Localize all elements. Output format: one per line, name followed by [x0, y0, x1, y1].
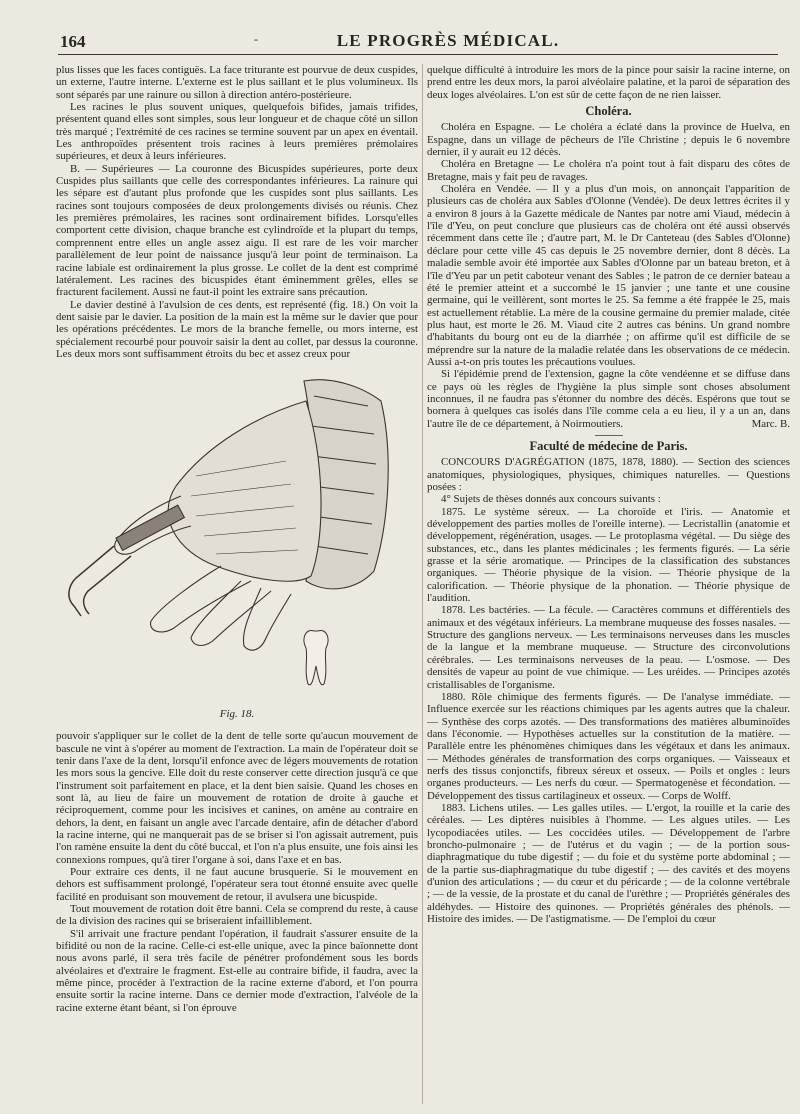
section-heading-faculte: Faculté de médecine de Paris.: [529, 438, 688, 453]
page-number: 164: [60, 32, 86, 51]
paragraph: Les racines le plus souvent uniques, quelquefois bifides, jamais trifides, présentent quand elles sont simples, sous leur longueur et de chaque côté un sillon très marqué ; l'extrémité de ces racines se termine souvent par un apex en éventail. Les anthropoïdes présentent trois racines à leurs premières prémolaires supérieures, et deux à leurs inférieures.: [56, 101, 418, 163]
paragraph: quelque difficulté à introduire les mors de la pince pour saisir la racine interne, on prend entre les deux mors, la paroi alvéolaire palatine, et la paroi de séparation des deux loges alvéolaires. L'on est sûr de cette façon de ne rien laisser.: [427, 64, 790, 101]
paragraph: 1878. Les bactéries. — La fécule. — Caractères communs et différentiels des animaux et des végétaux inférieurs. La membrane muqueuse des fosses nasales. — Structure des ganglions nerveux. — Les terminaisons nerveuses dans les muscles de la langue et la membrane muqueuse. — Structure des circonvolutions cérébrales. — Les terminaisons nerveuses de la peau. — L'osmose. — Des densités de vapeur au point de vue chimique. — Les uréides. — Principes azotés cristallisables de l'organisme.: [427, 604, 790, 691]
left-column: [56, 64, 418, 1109]
paragraph: Choléra en Espagne. — Le choléra a éclaté dans la province de Huelva, en Espagne, dans un village de pêcheurs de l'île Christine ; depuis le 6 novembre dernier, il y aurait eu 12 décès.: [427, 121, 790, 159]
paragraph: 1880. Rôle chimique des ferments figurés. — De l'analyse immédiate. — Influence exercée sur les réactions chimiques par les agents autres que la chaleur. — Synthèse des corps azotés. — Des transformations des matières albuminoïdes dans l'économie. — Hypothèses actuelles sur la constitution de la matière. — Parallèle entre les phénomènes chimiques dans les végétaux et dans les animaux. — Méthodes générales de transformation des corps organiques. — Vaisseaux et nerfs des tissus conjonctifs, fibreux séreux et osseux. — Poils et ongles : leurs organes producteurs. — Les nerfs du cœur. — Spermatogenèse et fécondation. — Développement des tissus cartilagineux et osseux. — Corps de Wolff.: [427, 690, 790, 802]
page-header: [58, 30, 778, 55]
paragraph: 4° Sujets de thèses donnés aux concours suivants :: [441, 493, 661, 506]
author-signature: Marc. B.: [751, 417, 790, 430]
figure-caption: Fig. 18.: [219, 708, 255, 721]
right-column: [427, 64, 790, 1109]
forceps-hand-illustration: [56, 366, 418, 706]
section-rule: [595, 435, 623, 436]
paragraph: Tout mouvement de rotation doit être banni. Cela se comprend du reste, à cause de la division des racines qui se briseraient infailliblement.: [56, 903, 418, 928]
paragraph: 1875. Le système séreux. — La choroïde et l'iris. — Anatomie et développement des parties molles de l'oreille interne). — Lecristallin (anatomie et développement, régénération, usages. — Le protoplasma végétal. — Du siège des substances, etc., dans les plantes médicinales ; les ferments figurés. — La série grasse et la série aromatique. — Principes de la classification des substances organiques. — Théorie physique de la vision. — Théorie physique de la calorification. — Théorie physique de la phonation. — Théorie physique de l'audition.: [427, 505, 790, 605]
figure-18: [56, 366, 418, 728]
paragraph: [427, 368, 790, 430]
section-heading-cholera: Choléra.: [585, 104, 632, 119]
tooth-drawing: [304, 631, 328, 685]
paragraph: 1883. Lichens utiles. — Les galles utiles. — L'ergot, la rouille et la carie des céréales. — Les diptères nuisibles à l'homme. — Les algues utiles. — Les lycopodiacées utiles. — Les coccidées utiles. — Développement de l'arbre broncho-pulmonaire ; — de l'utérus et du vagin ; — de la portion sous-diaphragmatique du tube digestif ; — du foie et du système porte abdominal ; — de la partie sus-diaphragmatique du tube digestif ; — des cavités et des moyens d'union des articulations ; — du cœur et du péricarde ; — de la colonne vertébrale ; — de la vessie, de la prostate et du canal de l'urèthre ; — Propriétés générales des aldéhydes. — Histoire des quinones. — Propriétés générales des phénols. — Histoire des imides. — De l'astigmatisme. — De l'emploi du cœur: [427, 801, 790, 926]
column-divider: [422, 64, 423, 1104]
header-separator: -: [254, 32, 258, 46]
paragraph: B. — Supérieures — La couronne des Bicuspides supérieures, porte deux Cuspides plus saillants que celle des correspondantes inférieures. La rainure qui les sépare est d'autant plus profonde que les cuspides sont plus saillants. Les racines sont toujours composées de deux prolongements divisés ou réunis. Chez les premières prémolaires, les racines sont ordinairement bifides. Lorsqu'elles comportent cette division, chaque branche est cylindroïde et la plupart du temps, comprennent entre elles un angle assez aigu. Il est rare de les voir marcher parallèlement de leur point de naissance jusqu'à leur point de terminaison. La racine labiale est ordinairement la plus grosse. Le collet de la dent est comprimé latéralement. Les racines des bicuspides étant éminemment grêles, elles se fracturent facilement. Aussi ne faut-il point les extraire sans précaution.: [56, 162, 418, 299]
paragraph: CONCOURS D'AGRÉGATION (1875, 1878, 1880). — Section des sciences anatomiques, physiologiques, physiques, chimiques naturelles. — Questions posées :: [427, 456, 790, 493]
paragraph: pouvoir s'appliquer sur le collet de la dent de telle sorte qu'aucun mouvement de bascule ne vint à s'opérer au moment de l'extraction. La main de l'opérateur doit se tenir dans l'axe de la dent, lorsqu'il enfonce avec de légers mouvements de rotation les mors sous la gencive. Elle doit du reste conserver cette direction jusqu'à ce que l'instrument soit parfaitement en place, et la dent bien saisie. Quand les choses en sont là, au lieu de faire un mouvement de rotation de droite à gauche et réciproquement, comme pour les incisives et canines, on amène au contraire en dehors, la dent, en faisant un angle avec l'arcade dentaire, afin de détacher d'abord la racine interne, qui ne manquerait pas de se briser si l'on agissait autrement, puis l'on ramène ensuite la dent du côté buccal, et l'on n'a plus ensuite, une fois ainsi les connexions rompues, qu'à tirer l'organe à soi, dans l'axe et en bas.: [56, 730, 418, 866]
journal-title: [58, 31, 778, 51]
paragraph: Choléra en Vendée. — Il y a plus d'un mois, on annonçait l'apparition de plusieurs cas de choléra aux Sables d'Olonne (Vendée). De deux lettres écrites il y a environ 8 jours à la Gazette médicale de Nantes par notre ami Viaud, médecin à l'île d'Yeu, on peut conclure que plusieurs cas de choléra ont été aussi observés récemment dans cette île ; d'autre part, M. le Dr Canteteau (des Sables d'Olonne) déclare pour cette ville 45 cas depuis le 25 novembre dernier, dont 8 décès. La maladie semble avoir été importée aux Sables d'Olonne par un bateau breton, et à l'île d'Yeu par un petit caboteur venant des Sables ; le patron de ce dernier bateau a été le premier atteint et a succombé le 15 janvier ; une tante et une cousine germaine, qui le veillèrent, sont mortes le 25. Sa femme a été frappée le 25, mais est actuellement rétablie. La mère de la cousine germaine du premier malade, citée plus haut, est morte le 26. M. Viaud cite 2 autres cas bénins. Un grand nombre d'habitants du bourg ont eu de la diarrhée ; on affirme qu'il est difficile de se méprendre sur la nature de la maladie relatée dans les observations de ce médecin. Aussi a-t-on pris toutes les précautions voulues.: [427, 183, 790, 368]
paragraph: Pour extraire ces dents, il ne faut aucune brusquerie. Si le mouvement en dehors est suffisamment prolongé, l'opérateur sera tout étonné ensuite avec quelle facilité en produisant son mouvement de retour, il avulsera une bicuspide.: [56, 866, 418, 903]
paragraph: Choléra en Bretagne — Le choléra n'a point tout à fait disparu des côtes de Bretagne, mais y fait peu de ravages.: [427, 158, 790, 183]
paragraph: plus lisses que les faces contiguës. La face triturante est pourvue de deux cuspides, un externe, l'autre interne. L'externe est le plus saillant et le plus volumineux. Ils sont séparés par une rainure ou sillon à direction antéro-postérieure.: [56, 64, 418, 101]
journal-title-text: LE PROGRÈS MÉDICAL.: [336, 31, 560, 50]
paragraph: Le davier destiné à l'avulsion de ces dents, est représenté (fig. 18.) On voit la dent saisie par le davier. La position de la main est la même sur le davier que pour les opérations précédentes. Le mors de la branche femelle, ou mors interne, est spécialement recourbé pour pouvoir saisir la dent au collet, par dessus la couronne. Les deux mors sont suffisamment étroits du bec et assez creux pour: [56, 298, 418, 360]
paragraph: S'il arrivait une fracture pendant l'opération, il faudrait s'assurer ensuite de la bifidité ou non de la racine. Celle-ci est-elle unique, avec la pince baïonnette dont nous avons parlé, il sera très facile de pénétrer profondément sous les bords alvéolaires et d'extraire le fragment. Est-elle au contraire bifide, il faudra, avec la même pince, procéder à l'extraction de la racine externe d'abord, et l'on pourra ensuite sortir la racine interne. Dans ce dernier mode d'extraction, l'alvéole de la racine externe étant béant, si l'on éprouve: [56, 927, 418, 1014]
paragraph-text: Si l'épidémie prend de l'extension, gagne la côte vendéenne et se diffuse dans ce pays où les règles de l'hygiène la plus simple sont choses absolument inconnues, il ne faudra pas s'étonner du nombre des décès. Espérons que tout se bornera à quelques cas isolés dans l'île comme cela a eu lieu, il y a un an, dans l'autre île de ce département, à Noirmoutiers.: [427, 368, 790, 430]
